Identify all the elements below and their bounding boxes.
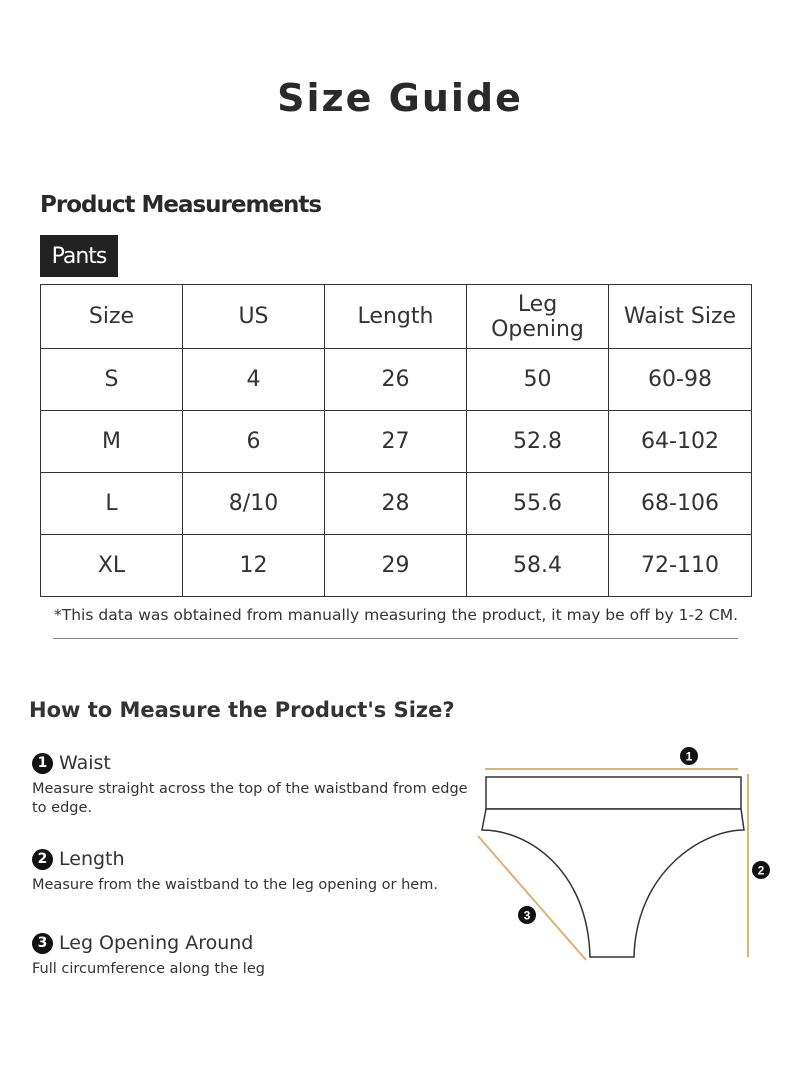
step-label: Waist (59, 752, 111, 774)
cell-waist-size: 68-106 (609, 473, 752, 535)
header-size: Size (41, 285, 183, 349)
step-title (32, 752, 472, 774)
measurement-note: *This data was obtained from manually measuring the product, it may be off by 1-2 CM. (54, 606, 738, 624)
section-heading: Product Measurements (40, 192, 322, 218)
step-description: Measure from the waistband to the leg opening or hem. (32, 877, 438, 893)
cell-length: 27 (325, 411, 467, 473)
how-to-measure-heading: How to Measure the Product's Size? (29, 698, 455, 722)
cell-leg-opening: 50 (467, 349, 609, 411)
header-leg-opening: Leg Opening (467, 285, 609, 349)
number-badge-icon: 2 (32, 849, 53, 870)
marker-1-icon (680, 747, 698, 765)
table-row (41, 411, 752, 473)
table-row (41, 473, 752, 535)
step-waist (32, 752, 472, 818)
number-badge-icon: 3 (32, 933, 53, 954)
cell-us: 4 (183, 349, 325, 411)
cell-size: M (41, 411, 183, 473)
cell-length: 29 (325, 535, 467, 597)
header-length: Length (325, 285, 467, 349)
number-badge-icon: 1 (32, 753, 53, 774)
cell-size: S (41, 349, 183, 411)
cell-length: 26 (325, 349, 467, 411)
step-label: Leg Opening Around (59, 932, 254, 954)
size-table (40, 284, 752, 597)
step-length (32, 848, 472, 895)
cell-length: 28 (325, 473, 467, 535)
cell-us: 8/10 (183, 473, 325, 535)
cell-leg-opening: 55.6 (467, 473, 609, 535)
cell-us: 12 (183, 535, 325, 597)
waistband-outline (486, 777, 741, 809)
page-title: Size Guide (277, 76, 523, 120)
cell-waist-size: 60-98 (609, 349, 752, 411)
header-waist-size: Waist Size (609, 285, 752, 349)
header-us: US (183, 285, 325, 349)
step-label: Length (59, 848, 125, 870)
table-header-row (41, 285, 752, 349)
step-title (32, 932, 472, 954)
pants-measurement-diagram (470, 742, 780, 972)
svg-text:1: 1 (685, 749, 693, 764)
step-title (32, 848, 472, 870)
marker-2-icon (752, 861, 770, 879)
step-description: Full circumference along the leg (32, 961, 265, 977)
step-description: Measure straight across the top of the waistband from edge to edge. (32, 781, 468, 816)
category-tag: Pants (40, 235, 118, 277)
svg-text:3: 3 (523, 908, 531, 923)
table-row (41, 535, 752, 597)
step-leg-opening (32, 932, 472, 979)
cell-size: L (41, 473, 183, 535)
marker-3-icon (518, 906, 536, 924)
table-row (41, 349, 752, 411)
cell-waist-size: 64-102 (609, 411, 752, 473)
cell-leg-opening: 52.8 (467, 411, 609, 473)
brief-outline (482, 809, 744, 957)
svg-text:2: 2 (757, 863, 765, 878)
cell-waist-size: 72-110 (609, 535, 752, 597)
cell-size: XL (41, 535, 183, 597)
divider (53, 638, 738, 639)
cell-us: 6 (183, 411, 325, 473)
cell-leg-opening: 58.4 (467, 535, 609, 597)
